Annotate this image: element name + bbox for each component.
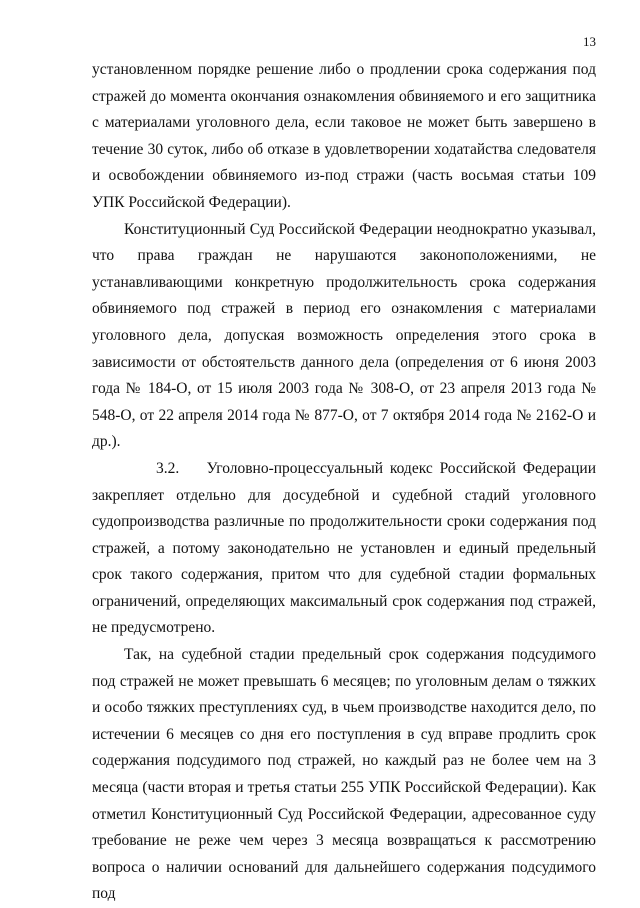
section-text: Уголовно-процессуальный кодекс Российской Федерации закрепляет отдельно для досудебной и судебной стадий уголовного судопроизводства различные по продолжительности сроки содержания под стражей, а потому законодательно не установлен и единый предельный срок такого содержания, притом что для судебной стадии формальных ограничений, определяющих максимальный срок содержания под стражей, не предусмотрено. xyxy=(92,459,596,637)
document-body xyxy=(92,57,596,908)
page-number: 13 xyxy=(583,34,596,49)
section-number: 3.2. xyxy=(156,459,180,477)
paragraph-judicial-stage: Так, на судебной стадии предельный срок содержания подсудимого под стражей не может превышать 6 месяцев; по уголовным делам о тяжких и особо тяжких преступлениях суд, в чьем производстве находится дело, по истечении 6 месяцев со дня его поступления в суд вправе продлить срок содержания подсудимого под стражей, но каждый раз не более чем на 3 месяца (части вторая и третья статьи 255 УПК Российской Федерации). Как отметил Конституционный Суд Российской Федерации, адресованное суду требование не реже чем через 3 месяца возвращаться к рассмотрению вопроса о наличии оснований для дальнейшего содержания подсудимого под xyxy=(92,646,596,903)
paragraph-continued: установленном порядке решение либо о продлении срока содержания под стражей до момента окончания ознакомления обвиняемого и его защитника с материалами уголовного дела, если таковое не может быть завершено в течение 30 суток, либо об отказе в удовлетворении ходатайства следователя и освобождении обвиняемого из-под стражи (часть восьмая статьи 109 УПК Российской Федерации). xyxy=(92,61,596,211)
paragraph-section-3-2 xyxy=(92,456,596,642)
paragraph-constitutional-court: Конституционный Суд Российской Федерации неоднократно указывал, что права граждан не нарушаются законоположениями, не устанавливающими конкретную продолжительность срока содержания обвиняемого под стражей в период его ознакомления с материалами уголовного дела, допуская возможность определения этого срока в зависимости от обстоятельств данного дела (определения от 6 июня 2003 года № 184-О, от 15 июля 2003 года № 308-О, от 23 апреля 2013 года № 548-О, от 22 апреля 2014 года № 877-О, от 7 октября 2014 года № 2162-О и др.). xyxy=(92,220,596,451)
